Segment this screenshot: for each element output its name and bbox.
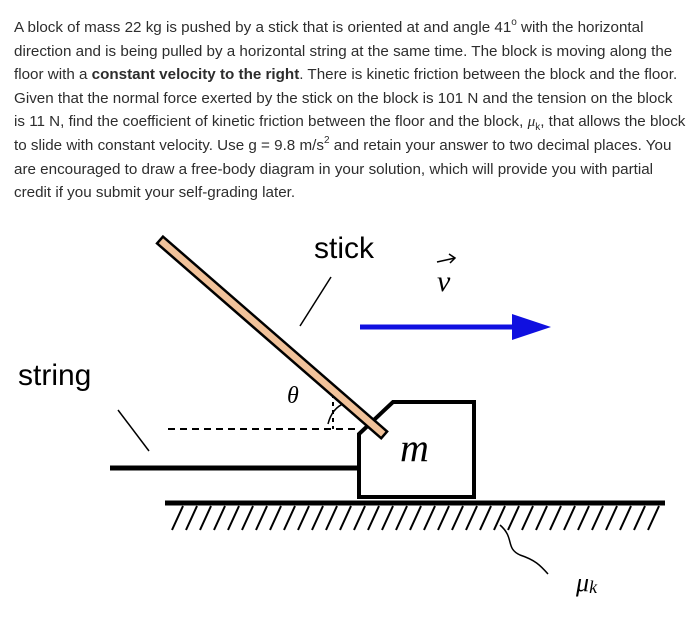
mu-symbol: μ [527, 113, 536, 131]
degree-superscript: o [511, 16, 517, 28]
velocity-symbol: v [437, 265, 451, 298]
friction-leader-squiggle [500, 525, 548, 574]
problem-text-1: A block of mass 22 kg is pushed by a stick that is oriented at and angle 41 [14, 19, 512, 36]
mass-symbol: m [400, 425, 429, 470]
vector-arrow-icon [437, 254, 455, 263]
problem-text-3: . There is kinetic friction between the block and the floor. Given that the normal force exerted by the stick on the block is 101 N and the tension on the block is 11 N, find the coefficient of kinetic friction between the floor and the block, [14, 66, 678, 131]
problem-text-2: with the horizontal direction and is being pulled by a horizontal string at the same time. The block is moving along the floor with a [14, 19, 673, 84]
mu-subscript: k [535, 122, 541, 134]
stick-leader-line [300, 277, 331, 326]
friction-mu-symbol: μk [576, 568, 598, 597]
problem-text-5: and retain your answer to two decimal places. You are encouraged to draw a free-body diagram in your solution, which will provide you with partial credit if you submit your self-grading later. [14, 136, 672, 202]
floor-hatching [172, 506, 659, 530]
theta-label: θ [287, 383, 299, 409]
problem-text-4: , that allows the block to slide with constant velocity. Use g = 9.8 m/s [14, 113, 686, 154]
squared-superscript: 2 [323, 134, 330, 146]
emphasis-constant-velocity: constant velocity to the right [91, 66, 300, 84]
string-label: string [18, 359, 92, 392]
stick-label: stick [314, 232, 374, 265]
stick-rod [157, 237, 387, 439]
velocity-arrow [360, 314, 551, 340]
string-leader-line [118, 410, 149, 451]
